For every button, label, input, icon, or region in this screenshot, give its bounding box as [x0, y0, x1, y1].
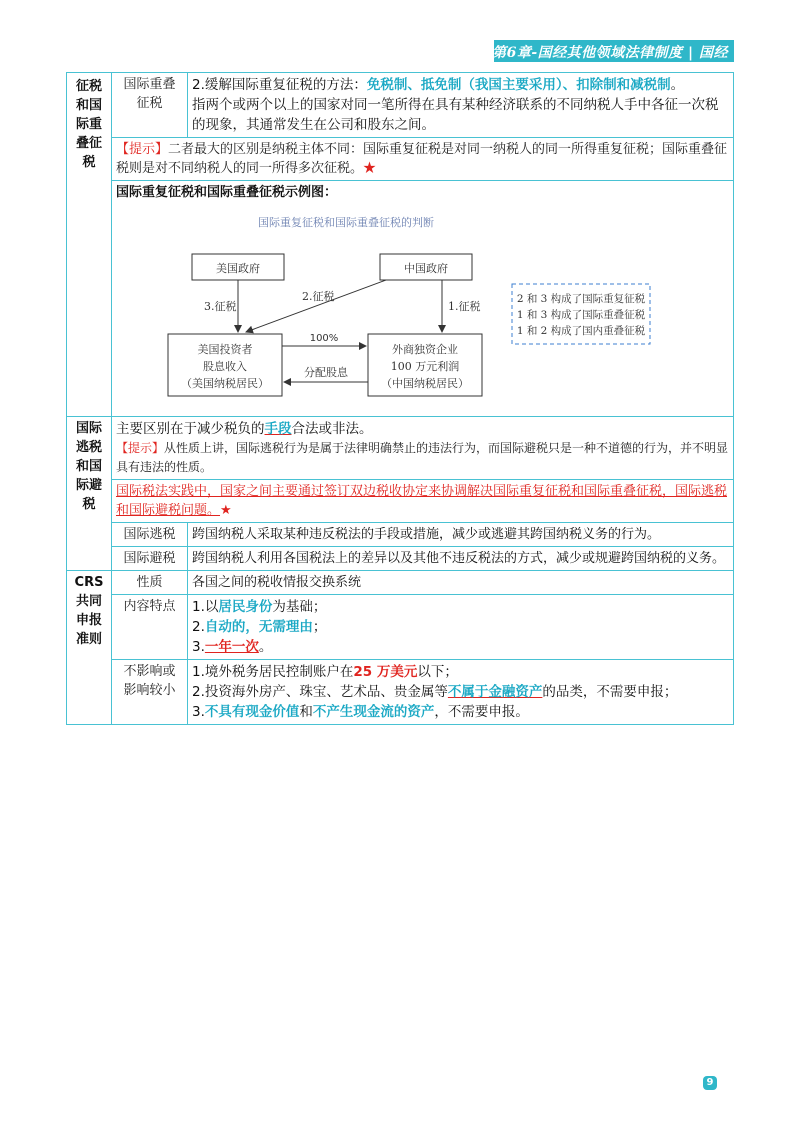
box-investor-line2: 股息收入 — [203, 360, 247, 373]
section-label-avoidance: 国际逃税和国际避税 — [67, 417, 112, 571]
sub-label-overlap-tax: 国际重叠征税 — [112, 73, 188, 138]
box-company-line3: （中国纳税居民） — [381, 377, 469, 390]
minor-3: 3.不具有现金价值和不产生现金流的资产，不需要申报。 — [192, 704, 529, 720]
sub-label-minor: 不影响或影响较小 — [112, 660, 188, 725]
legend-line-3: 1 和 2 构成了国内重叠征税 — [516, 325, 646, 337]
sub-label-features: 内容特点 — [112, 595, 188, 660]
arrow-dividend-label: 分配股息 — [304, 366, 348, 379]
avoid-text: 跨国纳税人利用各国税法上的差异以及其他不违反税法的方式，减少或规避跨国纳税的义务。 — [188, 547, 734, 571]
sub-label-evasion: 国际逃税 — [112, 523, 188, 547]
treaty-note: 国际税法实践中，国家之间主要通过签订双边税收协定来协调解决国际重复征税和国际重叠征税，国际逃税和国际避税问题。 — [116, 484, 728, 518]
minor-1: 1.境外税务居民控制账户在25 万美元以下； — [192, 664, 458, 680]
box-company-line1: 外商独资企业 — [392, 343, 458, 356]
chapter-title: 第6章-国经其他领域法律制度 | 国经 — [492, 45, 728, 61]
tax-diagram — [116, 204, 729, 414]
overlap-tax-definition: 指两个或两个以上的国家对同一笔所得在具有某种经济联系的不同纳税人手中各征一次税的现象，其通常发生在公司和股东之间。 — [192, 97, 719, 133]
box-investor-line3: （美国纳税居民） — [181, 377, 269, 390]
nature-text: 各国之间的税收情报交换系统 — [188, 571, 734, 595]
overlap-tax-cell: 2.缓解国际重复征税的方法：免税制、抵免制（我国主要采用）、扣除制和减税制。 指两个或两个以上的国家对同一笔所得在具有某种经济联系的不同纳税人手中各征一次税的现象，其通常发生在公司和股东之间。 — [188, 73, 734, 138]
treaty-note-cell: 国际税法实践中，国家之间主要通过签订双边税收协定来协调解决国际重复征税和国际重叠征税，国际逃税和国际避税问题。★ — [112, 480, 734, 523]
tip-nature: 【提示】从性质上讲，国际逃税行为是属于法律明确禁止的违法行为，而国际避税只是一种不道德的行为，并不明显具有违法的性质。 — [116, 441, 729, 474]
content-table — [66, 72, 734, 725]
sub-label-avoid: 国际避税 — [112, 547, 188, 571]
section-label-crs: CRS共同申报准则 — [67, 571, 112, 725]
arrow-cn-tax-investor — [246, 280, 386, 332]
page-number: 9 — [703, 1076, 717, 1090]
feature-2: 2.自动的，无需理由； — [192, 619, 327, 635]
feature-3: 3.一年一次。 — [192, 639, 273, 655]
diagram-title: 国际重复征税和国际重叠征税的判断 — [258, 216, 434, 229]
legend-line-2: 1 和 3 构成了国际重叠征税 — [516, 309, 646, 321]
arrow-1-label: 1.征税 — [448, 300, 481, 313]
legend-line-1: 2 和 3 构成了国际重复征税 — [516, 293, 646, 305]
arrow-3-label: 3.征税 — [204, 300, 237, 313]
arrow-pct-label: 100% — [309, 333, 339, 344]
avoidance-main-cell: 主要区别在于减少税负的手段合法或非法。 【提示】从性质上讲，国际逃税行为是属于法律明确禁止的违法行为，而国际避税只是一种不道德的行为，并不明显具有违法的性质。 — [112, 417, 734, 480]
example-title: 国际重复征税和国际重叠征税示例图： — [116, 185, 338, 200]
example-diagram-cell — [112, 181, 734, 417]
box-company-line2: 100 万元利润 — [390, 360, 460, 373]
evasion-text: 跨国纳税人采取某种违反税法的手段或措施，减少或逃避其跨国纳税义务的行为。 — [188, 523, 734, 547]
box-cn-gov-label: 中国政府 — [404, 262, 448, 275]
box-investor-line1: 美国投资者 — [197, 343, 253, 356]
arrow-2-label: 2.征税 — [302, 290, 335, 303]
features-cell — [188, 595, 734, 660]
feature-1: 1.以居民身份为基础； — [192, 599, 327, 615]
chapter-header-band — [494, 40, 734, 62]
section-label-double-tax: 征税和国际重叠征税 — [67, 73, 112, 417]
tip-difference: 【提示】二者最大的区别是纳税主体不同：国际重复征税是对同一纳税人的同一所得重复征税；国际重叠征税则是对不同纳税人的同一所得多次征税。★ — [112, 138, 734, 181]
box-us-gov-label: 美国政府 — [216, 262, 260, 275]
minor-cell — [188, 660, 734, 725]
sub-label-nature: 性质 — [112, 571, 188, 595]
minor-2: 2.投资海外房产、珠宝、艺术品、贵金属等不属于金融资产的品类，不需要申报； — [192, 684, 678, 700]
